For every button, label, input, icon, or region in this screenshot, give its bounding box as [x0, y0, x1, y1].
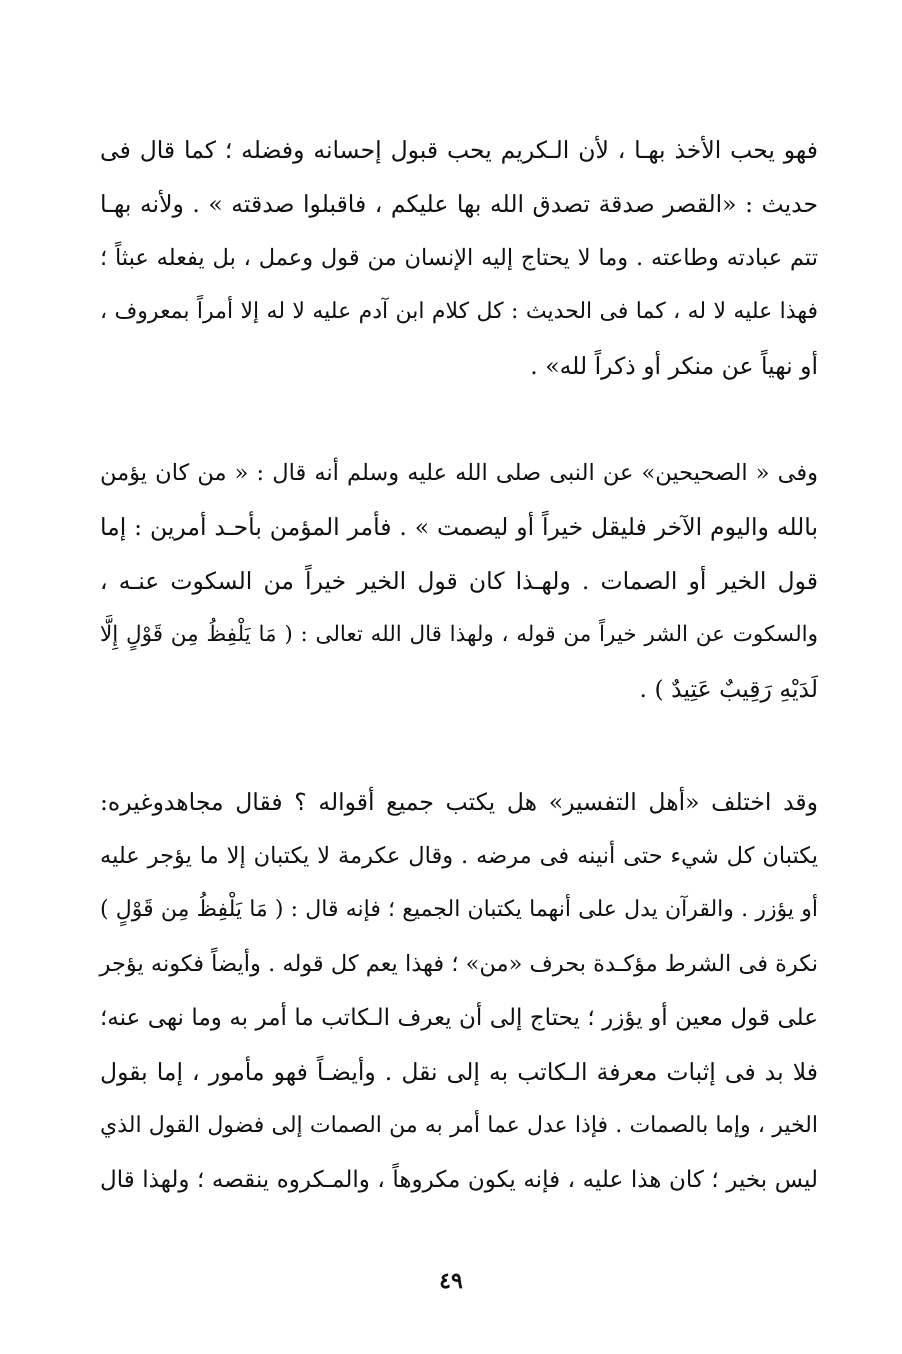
- text-line: فهو يحب الأخذ بهـا ، لأن الـكريم يحب قبول إحسانه وفضله ؛ كما قال فى: [100, 136, 818, 164]
- page-number: ٤٩: [439, 1268, 463, 1294]
- text-line: لَدَيْهِ رَقِيبٌ عَتِيدٌ ) .: [639, 675, 818, 703]
- text-line: قول الخير أو الصمات . ولهـذا كان قول الخير خيراً من السكوت عنـه ،: [100, 567, 818, 595]
- paragraph-2: [100, 446, 818, 716]
- text-line: ليس بخير ؛ كان هذا عليه ، فإنه يكون مكروهاً ، والمـكروه ينقصه ؛ ولهذا قال: [100, 1167, 818, 1193]
- text-line: أو يؤزر . والقرآن يدل على أنهما يكتبان الجميع ؛ فإنه قال : ( مَا يَلْفِظُ مِن قَوْلٍ ): [100, 897, 818, 922]
- paragraph-3: [100, 775, 818, 1207]
- text-line: فهذا عليه لا له ، كما فى الحديث : كل كلام ابن آدم عليه لا له إلا أمراً بمعروف ،: [100, 299, 818, 324]
- text-line: أو نهياً عن منكر أو ذكراً لله» .: [530, 352, 818, 380]
- text-line: وفى « الصحيحين» عن النبى صلى الله عليه وسلم أنه قال : « من كان يؤمن: [100, 460, 818, 486]
- text-line: يكتبان كل شيء حتى أنينه فى مرضه . وقال عكرمة لا يكتبان إلا ما يؤجر عليه: [100, 843, 818, 869]
- text-line: بالله واليوم الآخر فليقل خيراً أو ليصمت » . فأمر المؤمن بأحـد أمرين : إما: [100, 513, 818, 541]
- text-line: حديث : «القصر صدقة تصدق الله بها عليكم ، فاقبلوا صدقته » . ولأنه بهـا: [100, 190, 818, 218]
- text-line: وقد اختلف «أهل التفسير» هل يكتب جميع أقواله ؟ فقال مجاهدوغيره:: [100, 788, 818, 816]
- text-line: نكرة فى الشرط مؤكـدة بحرف «من» ؛ فهذا يعم كل قوله . وأيضاً فكونه يؤجر: [99, 951, 818, 977]
- text-line: تتم عبادته وطاعته . وما لا يحتاج إليه الإنسان من قول وعمل ، بل يفعله عبثاً ؛: [100, 245, 818, 271]
- paragraph-1: [100, 123, 818, 393]
- text-line: فلا بد فى إثبات معرفة الـكاتب به إلى نقل . وأيضـاً فهو مأمور ، إما بقول: [100, 1058, 818, 1086]
- text-line: الخير ، وإما بالصمات . فإذا عدل عما أمر به من الصمات إلى فضول القول الذي: [100, 1113, 818, 1138]
- text-line: على قول معين أو يؤزر ؛ يحتاج إلى أن يعرف الـكاتب ما أمر به وما نهى عنه؛: [100, 1005, 818, 1031]
- text-line: والسكوت عن الشر خيراً من قوله ، ولهذا قال الله تعالى : ( مَا يَلْفِظُ مِن قَوْلٍ إِلَّا: [100, 622, 818, 647]
